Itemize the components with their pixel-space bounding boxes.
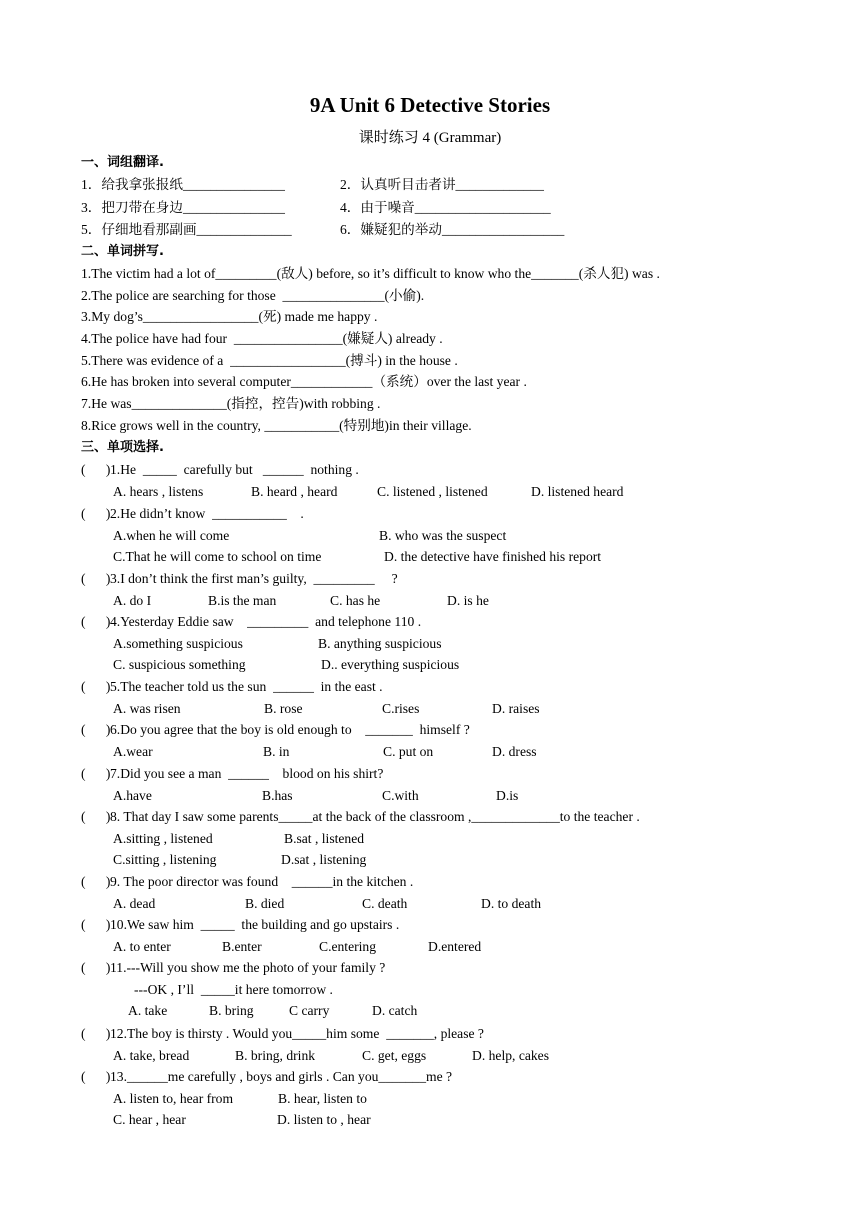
- phrase-item: 4．由于噪音____________________: [340, 200, 551, 215]
- section-heading-phrase-translation: 一、词组翻译.: [81, 155, 164, 170]
- answer-blank[interactable]: ( ): [81, 679, 111, 694]
- answer-blank[interactable]: ( ): [81, 874, 111, 889]
- phrase-item: 2．认真听目击者讲_____________: [340, 177, 544, 192]
- phrase-item: 1．给我拿张报纸_______________: [81, 177, 285, 192]
- spelling-item: 6.He has broken into several computer____________（系统）over the last year .: [81, 374, 527, 389]
- question-text: 1.He _____ carefully but ______ nothing .: [110, 462, 359, 477]
- answer-blank[interactable]: ( ): [81, 462, 111, 477]
- answer-option[interactable]: B. heard , heard: [251, 483, 338, 499]
- answer-option[interactable]: B. died: [245, 895, 285, 911]
- answer-option[interactable]: D.is: [496, 787, 519, 803]
- question-text: 13.______me carefully , boys and girls . Can you_______me ?: [110, 1069, 453, 1084]
- answer-option[interactable]: D. listened heard: [531, 483, 624, 499]
- answer-option[interactable]: C. put on: [383, 743, 434, 759]
- answer-option[interactable]: C. suspicious something: [113, 657, 246, 673]
- answer-option[interactable]: A. listen to, hear from: [113, 1090, 234, 1106]
- answer-option[interactable]: D.. everything suspicious: [321, 657, 460, 673]
- answer-option[interactable]: A. take: [128, 1003, 168, 1019]
- page-title: 9A Unit 6 Detective Stories: [309, 93, 551, 117]
- spelling-item: 4.The police have had four ________________(嫌疑人) already .: [81, 331, 443, 346]
- phrase-item: 6．嫌疑犯的举动__________________: [340, 222, 565, 237]
- answer-option[interactable]: C. death: [362, 895, 408, 911]
- answer-blank[interactable]: ( ): [81, 917, 111, 932]
- answer-option[interactable]: D. listen to , hear: [277, 1112, 371, 1128]
- answer-option[interactable]: B. anything suspicious: [318, 635, 442, 651]
- page-subtitle: 课时练习 4 (Grammar): [358, 130, 502, 146]
- answer-blank[interactable]: ( ): [81, 614, 111, 629]
- answer-option[interactable]: A. hears , listens: [113, 483, 204, 499]
- question-text: 12.The boy is thirsty . Would you_____him some _______, please ?: [110, 1026, 484, 1041]
- spelling-item: 2.The police are searching for those _______________(小偷).: [81, 288, 425, 303]
- question-text: 11.---Will you show me the photo of your family ?: [110, 960, 386, 975]
- answer-option[interactable]: B. in: [263, 743, 290, 759]
- spelling-item: 3.My dog’s_________________(死) made me happy .: [81, 309, 378, 324]
- answer-option[interactable]: D. raises: [492, 700, 540, 716]
- spelling-item: 5.There was evidence of a _________________(搏斗) in the house .: [81, 353, 458, 368]
- answer-option[interactable]: A. do I: [113, 592, 152, 608]
- question-text: 6.Do you agree that the boy is old enough to _______ himself ?: [110, 722, 470, 737]
- question-text: 2.He didn’t know ___________ .: [110, 506, 304, 521]
- answer-option[interactable]: C. get, eggs: [362, 1047, 427, 1063]
- answer-option[interactable]: A.when he will come: [113, 527, 230, 543]
- question-subtext: ---OK , I’ll _____it here tomorrow .: [134, 981, 333, 997]
- answer-blank[interactable]: ( ): [81, 571, 111, 586]
- answer-blank[interactable]: ( ): [81, 1069, 111, 1084]
- answer-blank[interactable]: ( ): [81, 766, 111, 781]
- answer-blank[interactable]: ( ): [81, 1026, 111, 1041]
- answer-option[interactable]: A. to enter: [113, 938, 171, 954]
- question-text: 10.We saw him _____ the building and go upstairs .: [110, 917, 400, 932]
- answer-option[interactable]: C.That he will come to school on time: [113, 549, 322, 565]
- answer-option[interactable]: D.sat , listening: [281, 852, 367, 868]
- answer-option[interactable]: A.wear: [113, 743, 153, 759]
- answer-option[interactable]: C. has he: [330, 592, 381, 608]
- answer-option[interactable]: B.is the man: [208, 592, 277, 608]
- answer-option[interactable]: A. dead: [113, 895, 156, 911]
- question-text: 7.Did you see a man ______ blood on his shirt?: [110, 766, 384, 781]
- answer-option[interactable]: A.have: [113, 787, 152, 803]
- answer-blank[interactable]: ( ): [81, 809, 111, 824]
- answer-option[interactable]: A. was risen: [113, 700, 181, 716]
- phrase-item: 3．把刀带在身边_______________: [81, 200, 285, 215]
- question-text: 4.Yesterday Eddie saw _________ and telephone 110 .: [110, 614, 422, 629]
- question-text: 5.The teacher told us the sun ______ in the east .: [110, 679, 383, 694]
- answer-option[interactable]: D. is he: [447, 592, 489, 608]
- answer-option[interactable]: D. to death: [481, 895, 542, 911]
- answer-option[interactable]: C.sitting , listening: [113, 852, 217, 868]
- answer-option[interactable]: A.sitting , listened: [113, 830, 213, 846]
- answer-blank[interactable]: ( ): [81, 722, 111, 737]
- answer-option[interactable]: B. rose: [264, 700, 303, 716]
- answer-option[interactable]: A.something suspicious: [113, 635, 243, 651]
- answer-option[interactable]: A. take, bread: [113, 1047, 190, 1063]
- answer-option[interactable]: D. catch: [372, 1003, 418, 1019]
- spelling-item: 7.He was______________(指控，控告)with robbing .: [81, 396, 381, 411]
- answer-option[interactable]: C.entering: [319, 938, 377, 954]
- answer-blank[interactable]: ( ): [81, 960, 111, 975]
- question-text: 8. That day I saw some parents_____at the back of the classroom ,_____________to the teacher .: [110, 809, 640, 824]
- answer-option[interactable]: D. dress: [492, 743, 537, 759]
- section-heading-word-spelling: 二、单词拼写.: [81, 244, 164, 259]
- spelling-item: 8.Rice grows well in the country, ___________(特别地)in their village.: [81, 418, 472, 433]
- phrase-item: 5．仔细地看那副画______________: [81, 222, 292, 237]
- answer-blank[interactable]: ( ): [81, 506, 111, 521]
- answer-option[interactable]: B. bring, drink: [235, 1047, 316, 1063]
- answer-option[interactable]: C. hear , hear: [113, 1112, 186, 1128]
- answer-option[interactable]: C carry: [289, 1003, 330, 1019]
- answer-option[interactable]: C. listened , listened: [377, 483, 488, 499]
- answer-option[interactable]: C.rises: [382, 700, 420, 716]
- answer-option[interactable]: B. who was the suspect: [379, 527, 507, 543]
- answer-option[interactable]: B. hear, listen to: [278, 1090, 367, 1106]
- answer-option[interactable]: D. the detective have finished his report: [384, 549, 602, 565]
- answer-option[interactable]: B.sat , listened: [284, 830, 365, 846]
- spelling-item: 1.The victim had a lot of_________(敌人) before, so it’s difficult to know who the_______(杀人犯) was .: [81, 266, 660, 281]
- answer-option[interactable]: C.with: [382, 787, 419, 803]
- answer-option[interactable]: D.entered: [428, 938, 482, 954]
- answer-option[interactable]: B.has: [262, 787, 293, 803]
- question-text: 9. The poor director was found ______in the kitchen .: [110, 874, 414, 889]
- section-heading-multiple-choice: 三、单项选择.: [81, 440, 164, 455]
- answer-option[interactable]: D. help, cakes: [472, 1047, 550, 1063]
- answer-option[interactable]: B. bring: [209, 1003, 254, 1019]
- answer-option[interactable]: B.enter: [222, 938, 262, 954]
- question-text: 3.I don’t think the first man’s guilty, _________ ?: [110, 571, 398, 586]
